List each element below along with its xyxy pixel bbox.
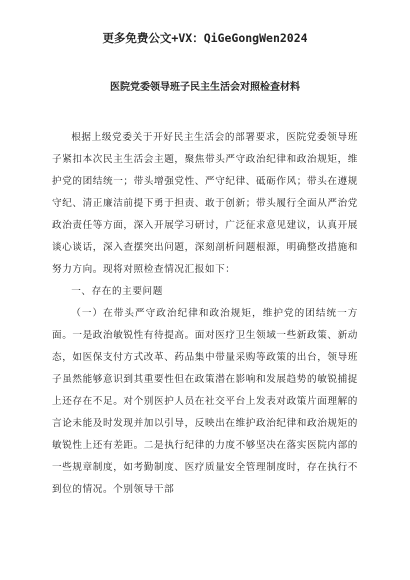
document-title: 医院党委领导班子民主生活会对照检查材料 [110, 82, 300, 93]
body-paragraph: （一）在带头严守政治纪律和政治规矩，维护党的团结统一方面。一是政治敏锐性有待提高。面对医疗卫生领域一些新政策、新动态，如医保支付方式改革、药品集中带量采购等政策的出台，领导班子虽然能够意识到其重要性但在政策潜在影响和发展趋势的敏锐捕捉上还存在不足。对个别医护人员在社交平台上发表对政策片面理解的言论未能及时发现并加以引导，反映出在维护政治纪律和政治规矩的敏锐性上还有差距。二是执行纪律的力度不够坚决在落实医院内部的一些规章制度，如考勤制度、医疗质量安全管理制度时，存在执行不到位的情况。个别领导干部 [52, 308, 358, 495]
section-heading: 一、存在的主要问题 [71, 286, 163, 297]
intro-paragraph: 根据上级党委关于开好民主生活会的部署要求，医院党委领导班子紧扣本次民主生活会主题，聚焦带头严守政治纪律和政治规矩，维护党的团结统一；带头增强党性、严守纪律、砥砺作风；带头在遵规守纪、清正廉洁前提下勇于担责、敢于创新；带头履行全面从严治党政治责任等方面，深入开展学习研讨，广泛征求意见建议，认真开展谈心谈话，深入查摆突出问题，深刻剖析问题根源，明确整改措施和努力方向。现将对照检查情况汇报如下： [52, 132, 358, 275]
header-banner: 更多免费公文+VX：QiGeGongWen2024 [102, 31, 308, 45]
